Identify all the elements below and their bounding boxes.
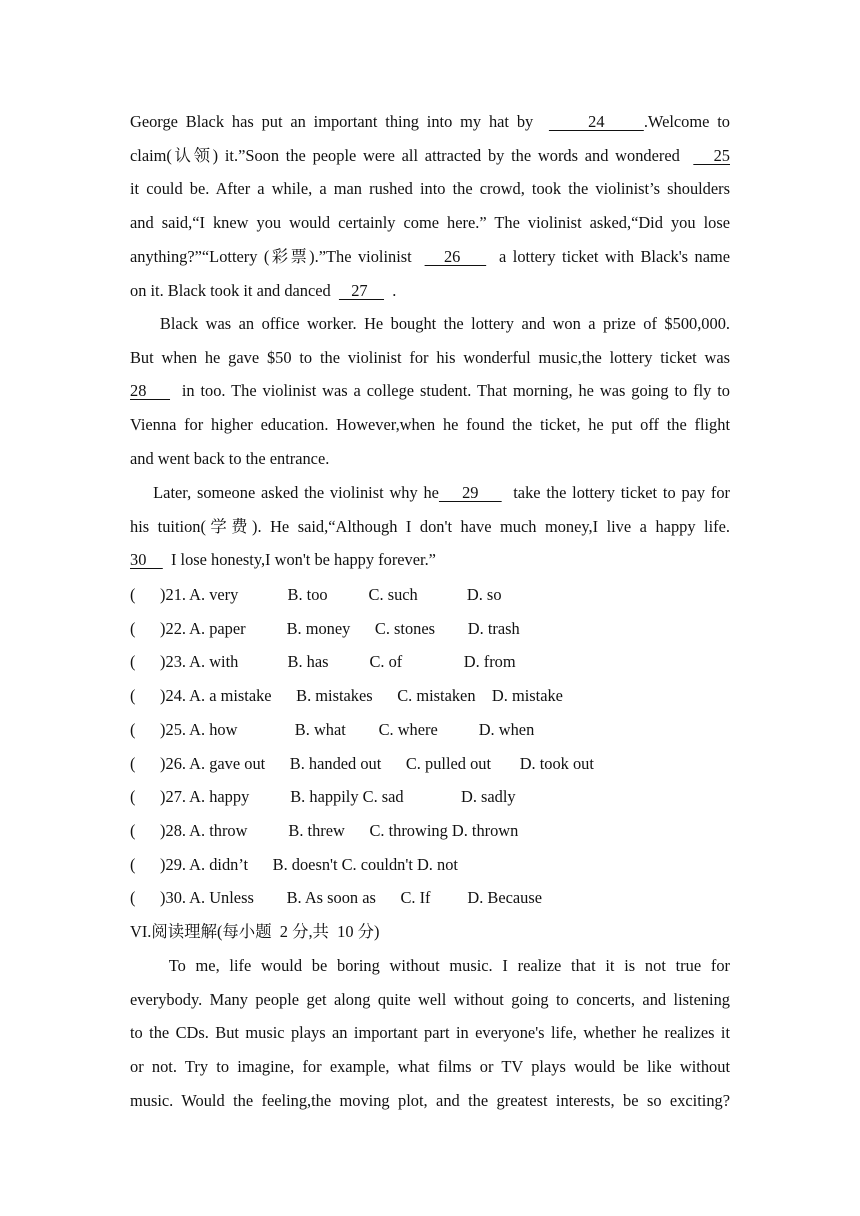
question-item: ( )27. A. happy B. happily C. sad D. sadly — [130, 787, 516, 807]
question-item: ( )24. A. a mistake B. mistakes C. mistaken D. mistake — [130, 686, 563, 706]
passage-line — [130, 139, 730, 173]
answer-blank: 28 — [130, 381, 171, 401]
passage-line — [130, 341, 730, 375]
passage-text: Later, someone asked the violinist why he — [130, 483, 439, 502]
answer-blank: 24 — [548, 112, 644, 131]
passage-text: his tuition(学费). He said,“Although I don't have much money,I live a happy life. — [130, 516, 730, 536]
section-heading-reading: VI.阅读理解(每小题 2 分,共 10 分) — [130, 922, 380, 941]
question-item: ( )26. A. gave out B. handed out C. pulled out D. took out — [130, 753, 594, 773]
question-item: ( )22. A. paper B. money C. stones D. trash — [130, 618, 520, 638]
passage-line — [130, 105, 730, 139]
passage-line — [130, 240, 730, 274]
passage-text: a lottery ticket with Black's name — [486, 246, 730, 266]
passage-text: .Welcome to — [643, 112, 730, 131]
question-item: ( )25. A. how B. what C. where D. when — [130, 719, 535, 739]
passage-text: and went back to the entrance. — [130, 448, 330, 468]
question-item: ( )23. A. with B. has C. of D. from — [130, 652, 516, 672]
passage-text: and said,“I knew you would certainly come here.” The violinist asked,“Did you lose — [130, 213, 730, 233]
answer-blank: 30 — [130, 550, 163, 570]
passage-text: on it. Black took it and danced — [130, 280, 339, 300]
passage-line: to the CDs. But music plays an important part in everyone's life, whether he realizes it — [130, 1023, 730, 1043]
passage-line — [130, 442, 730, 476]
passage-text: it could be. After a while, a man rushed into the crowd, took the violinist’s shoulders — [130, 179, 730, 199]
passage-line — [130, 510, 730, 544]
passage-text: Black was an office worker. He bought the lottery and won a prize of $500,000. — [130, 314, 730, 333]
passage-text: George Black has put an important thing into my hat by — [130, 112, 549, 131]
answer-blank: 27 — [338, 280, 385, 300]
passage-line — [130, 476, 730, 510]
passage-text: claim(认领) it.”Soon the people were all attracted by the words and wondered — [130, 145, 694, 165]
passage-text: But when he gave $50 to the violinist for his wonderful music,the lottery ticket was — [130, 347, 730, 367]
passage-line — [130, 172, 730, 206]
answer-blank: 29 — [438, 483, 502, 502]
passage-line: or not. Try to imagine, for example, what films or TV plays would be like without — [130, 1057, 730, 1077]
passage-text: in too. The violinist was a college student. That morning, he was going to fly to — [170, 381, 730, 401]
passage-line — [130, 307, 730, 341]
passage-line — [130, 408, 730, 442]
passage-text: I lose honesty,I won't be happy forever.” — [162, 550, 436, 570]
question-item: ( )21. A. very B. too C. such D. so — [130, 585, 502, 604]
passage-line — [130, 543, 730, 577]
passage-line — [130, 274, 730, 308]
passage-line: everybody. Many people get along quite well without going to concerts, and listening — [130, 989, 730, 1009]
question-item: ( )30. A. Unless B. As soon as C. If D. Because — [130, 888, 543, 908]
question-item: ( )28. A. throw B. threw C. throwing D. thrown — [130, 820, 519, 840]
passage-line: To me, life would be boring without music. I realize that it is not true for — [130, 956, 730, 975]
passage-text: . — [384, 280, 397, 300]
passage-line — [130, 206, 730, 240]
passage-line — [130, 374, 730, 408]
passage-line: music. Would the feeling,the moving plot, and the greatest interests, be so exciting? — [130, 1090, 730, 1110]
answer-blank: 25 — [693, 145, 730, 165]
question-item: ( )29. A. didn’t B. doesn't C. couldn't D. not — [130, 854, 458, 874]
passage-text: anything?”“Lottery (彩票).”The violinist — [130, 246, 425, 266]
passage-text: take the lottery ticket to pay for — [501, 483, 730, 502]
passage-text: Vienna for higher education. However,when he found the ticket, he put off the flight — [130, 415, 730, 435]
answer-blank: 26 — [424, 246, 487, 266]
